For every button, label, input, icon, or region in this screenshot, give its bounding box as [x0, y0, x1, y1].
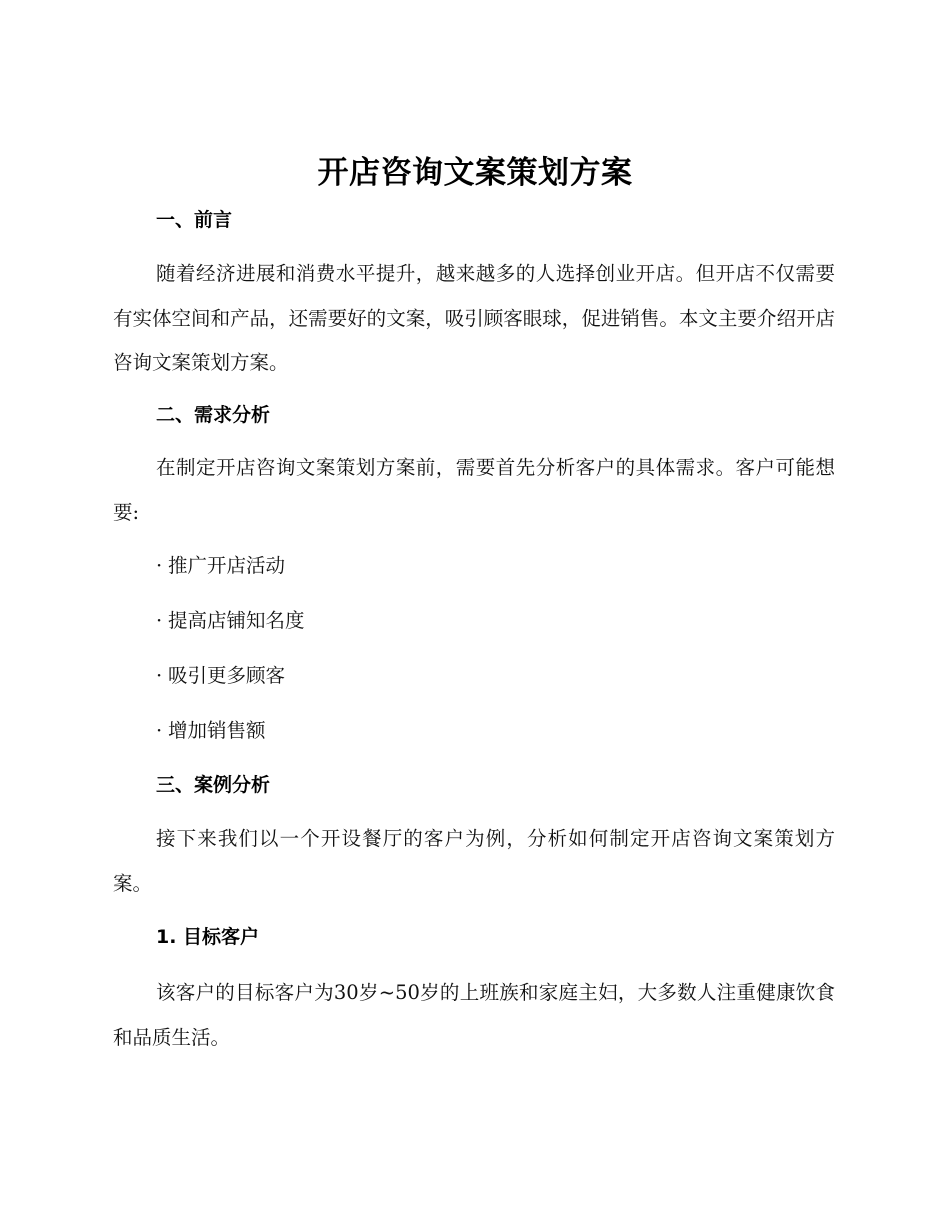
list-item — [156, 661, 285, 691]
list-item — [156, 716, 266, 746]
subsection-heading-target-customers: 1. 目标客户 — [156, 926, 260, 948]
list-item-text: 增加销售额 — [168, 719, 266, 742]
list-item-text: 吸引更多顾客 — [168, 664, 286, 687]
bullet-marker: · — [156, 664, 163, 687]
paragraph-needs: 在制定开店咨询文案策划方案前，需要首先分析客户的具体需求。客户可能想要: — [113, 456, 835, 524]
list-item — [156, 606, 305, 636]
paragraph-case: 接下来我们以一个开设餐厅的客户为例，分析如何制定开店咨询文案策划方案。 — [113, 827, 835, 895]
list-item-text: 提高店铺知名度 — [168, 609, 305, 632]
bullet-marker: · — [156, 554, 163, 577]
bullet-marker: · — [156, 719, 163, 742]
bullet-marker: · — [156, 609, 163, 632]
section-heading-needs: 二、需求分析 — [156, 404, 271, 426]
section-heading-case: 三、案例分析 — [156, 774, 271, 796]
paragraph-target-customers: 该客户的目标客户为30岁~50岁的上班族和家庭主妇，大多数人注重健康饮食和品质生活。 — [113, 981, 835, 1049]
list-item — [156, 551, 285, 581]
paragraph-intro: 随着经济进展和消费水平提升，越来越多的人选择创业开店。但开店不仅需要有实体空间和产品，还需要好的文案，吸引顾客眼球，促进销售。本文主要介绍开店咨询文案策划方案。 — [113, 262, 835, 374]
list-item-text: 推广开店活动 — [168, 554, 286, 577]
section-heading-intro: 一、前言 — [156, 209, 233, 231]
document-title: 开店咨询文案策划方案 — [317, 155, 633, 191]
